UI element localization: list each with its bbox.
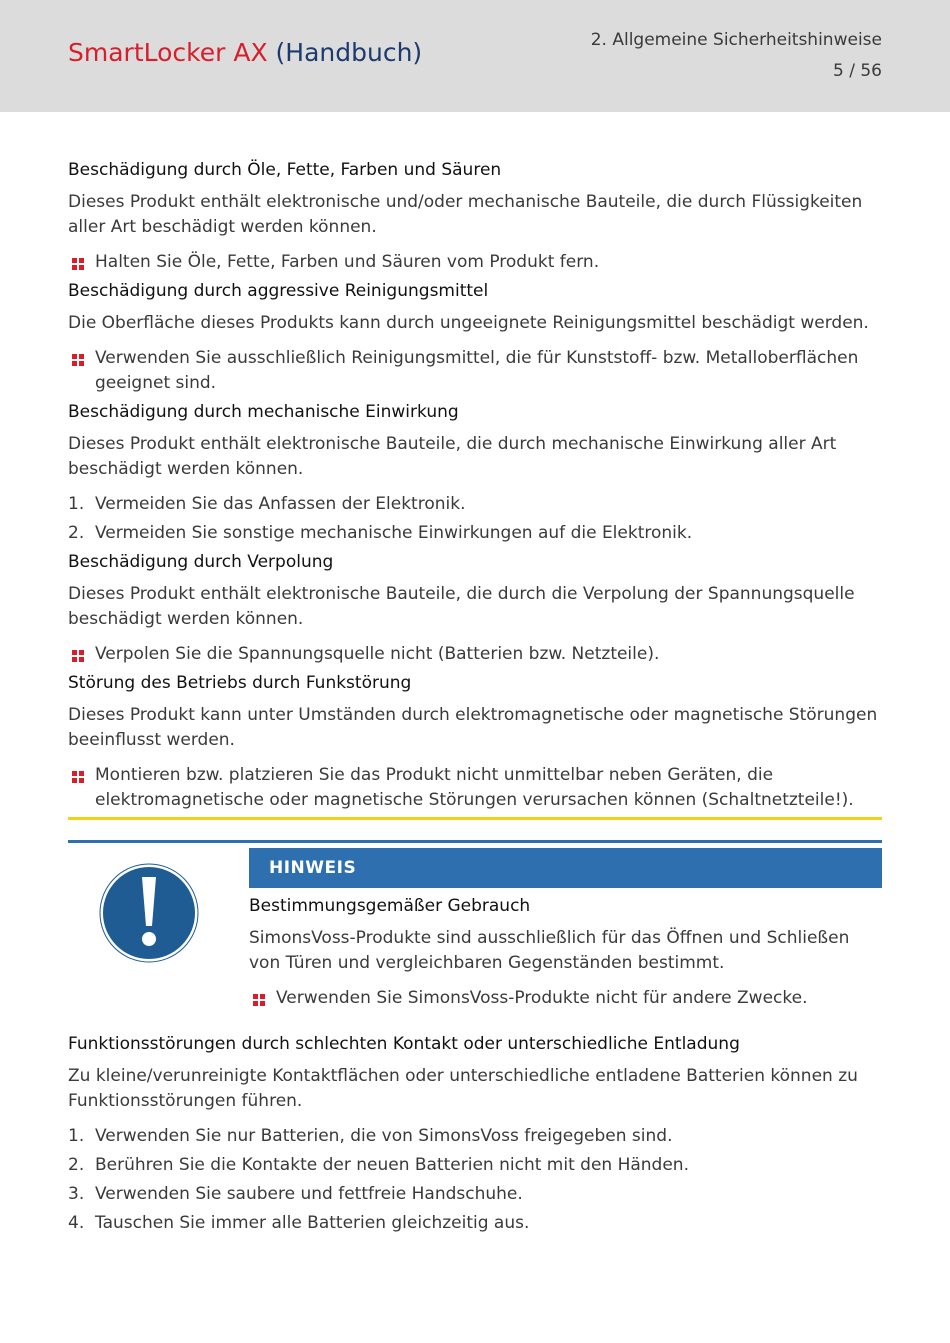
- section-text: Dieses Produkt enthält elektronische und/oder mechanische Bauteile, die durch Flüssigkeiten aller Art beschädigt werden können.: [68, 192, 863, 237]
- notice-body: [249, 848, 882, 1015]
- step-item: 2. Vermeiden Sie sonstige mechanische Einwirkungen auf die Elektronik.: [68, 523, 693, 543]
- red-square-bullet-icon: [253, 994, 265, 1006]
- brand-product-name: SmartLocker AX: [68, 38, 268, 67]
- exclamation-circle-icon: [99, 863, 199, 963]
- document-brand: [68, 38, 422, 67]
- instruction-list: [68, 346, 882, 396]
- page-number: 5 / 56: [833, 61, 882, 81]
- instruction-item: Montieren bzw. platzieren Sie das Produkt nicht unmittelbar neben Geräten, die elektromagnetische oder magnetische Störungen verursachen können (Schaltnetzteile!).: [68, 763, 882, 813]
- warning-end-divider: [68, 817, 882, 820]
- instruction-list: [68, 250, 882, 275]
- section-funk: [68, 671, 882, 813]
- step-list: [68, 492, 882, 546]
- step-item: 2. Berühren Sie die Kontakte der neuen Batterien nicht mit den Händen.: [68, 1155, 689, 1175]
- red-square-bullet-icon: [72, 650, 84, 662]
- step-item: 4. Tauschen Sie immer alle Batterien gleichzeitig aus.: [68, 1213, 530, 1233]
- step-item: 1. Verwenden Sie nur Batterien, die von SimonsVoss freigegeben sind.: [68, 1126, 673, 1146]
- instruction-item: Verpolen Sie die Spannungsquelle nicht (Batterien bzw. Netzteile).: [68, 642, 882, 667]
- section-reinigung: [68, 279, 882, 396]
- instruction-item: Halten Sie Öle, Fette, Farben und Säuren vom Produkt fern.: [68, 250, 882, 275]
- red-square-bullet-icon: [72, 354, 84, 366]
- brand-document-type: (Handbuch): [275, 38, 423, 67]
- notice-heading: Bestimmungsgemäßer Gebrauch: [249, 896, 531, 916]
- instruction-list: [68, 763, 882, 813]
- section-text: Zu kleine/verunreinigte Kontaktflächen oder unterschiedliche entladene Batterien können zu Funktionsstörungen führen.: [68, 1066, 858, 1111]
- instruction-list: [68, 642, 882, 667]
- page-content: [68, 158, 882, 1240]
- section-heading: Beschädigung durch aggressive Reinigungsmittel: [68, 281, 489, 301]
- chapter-title: 2. Allgemeine Sicherheitshinweise: [590, 30, 882, 50]
- section-text: Die Oberfläche dieses Produkts kann durch ungeeignete Reinigungsmittel beschädigt werden.: [68, 313, 869, 333]
- section-heading: Funktionsstörungen durch schlechten Kontakt oder unterschiedliche Entladung: [68, 1034, 740, 1054]
- section-text: Dieses Produkt kann unter Umständen durch elektromagnetische oder magnetische Störungen beeinflusst werden.: [68, 705, 878, 750]
- section-heading: Beschädigung durch mechanische Einwirkung: [68, 402, 459, 422]
- section-oele: [68, 158, 882, 275]
- section-text: Dieses Produkt enthält elektronische Bauteile, die durch mechanische Einwirkung aller Art beschädigt werden können.: [68, 434, 837, 479]
- step-list: [68, 1124, 882, 1236]
- section-heading: Beschädigung durch Verpolung: [68, 552, 334, 572]
- section-mechanisch: [68, 400, 882, 546]
- section-text: Dieses Produkt enthält elektronische Bauteile, die durch die Verpolung der Spannungsquelle beschädigt werden können.: [68, 584, 855, 629]
- notice-box: [68, 840, 882, 1032]
- page-header: [0, 0, 950, 112]
- red-square-bullet-icon: [72, 258, 84, 270]
- section-verpolung: [68, 550, 882, 667]
- notice-text: SimonsVoss-Produkte sind ausschließlich für das Öffnen und Schließen von Türen und vergleichbaren Gegenständen bestimmt.: [249, 928, 850, 973]
- instruction-item: Verwenden Sie ausschließlich Reinigungsmittel, die für Kunststoff- bzw. Metalloberflächen geeignet sind.: [68, 346, 882, 396]
- instruction-item: Verwenden Sie SimonsVoss-Produkte nicht für andere Zwecke.: [249, 986, 882, 1011]
- notice-label: HINWEIS: [249, 848, 882, 888]
- step-item: 3. Verwenden Sie saubere und fettfreie Handschuhe.: [68, 1184, 523, 1204]
- section-heading: Beschädigung durch Öle, Fette, Farben und Säuren: [68, 160, 502, 180]
- section-kontakt: [68, 1032, 882, 1236]
- red-square-bullet-icon: [72, 771, 84, 783]
- instruction-list: [249, 986, 882, 1011]
- step-item: 1. Vermeiden Sie das Anfassen der Elektronik.: [68, 494, 466, 514]
- section-heading: Störung des Betriebs durch Funkstörung: [68, 673, 412, 693]
